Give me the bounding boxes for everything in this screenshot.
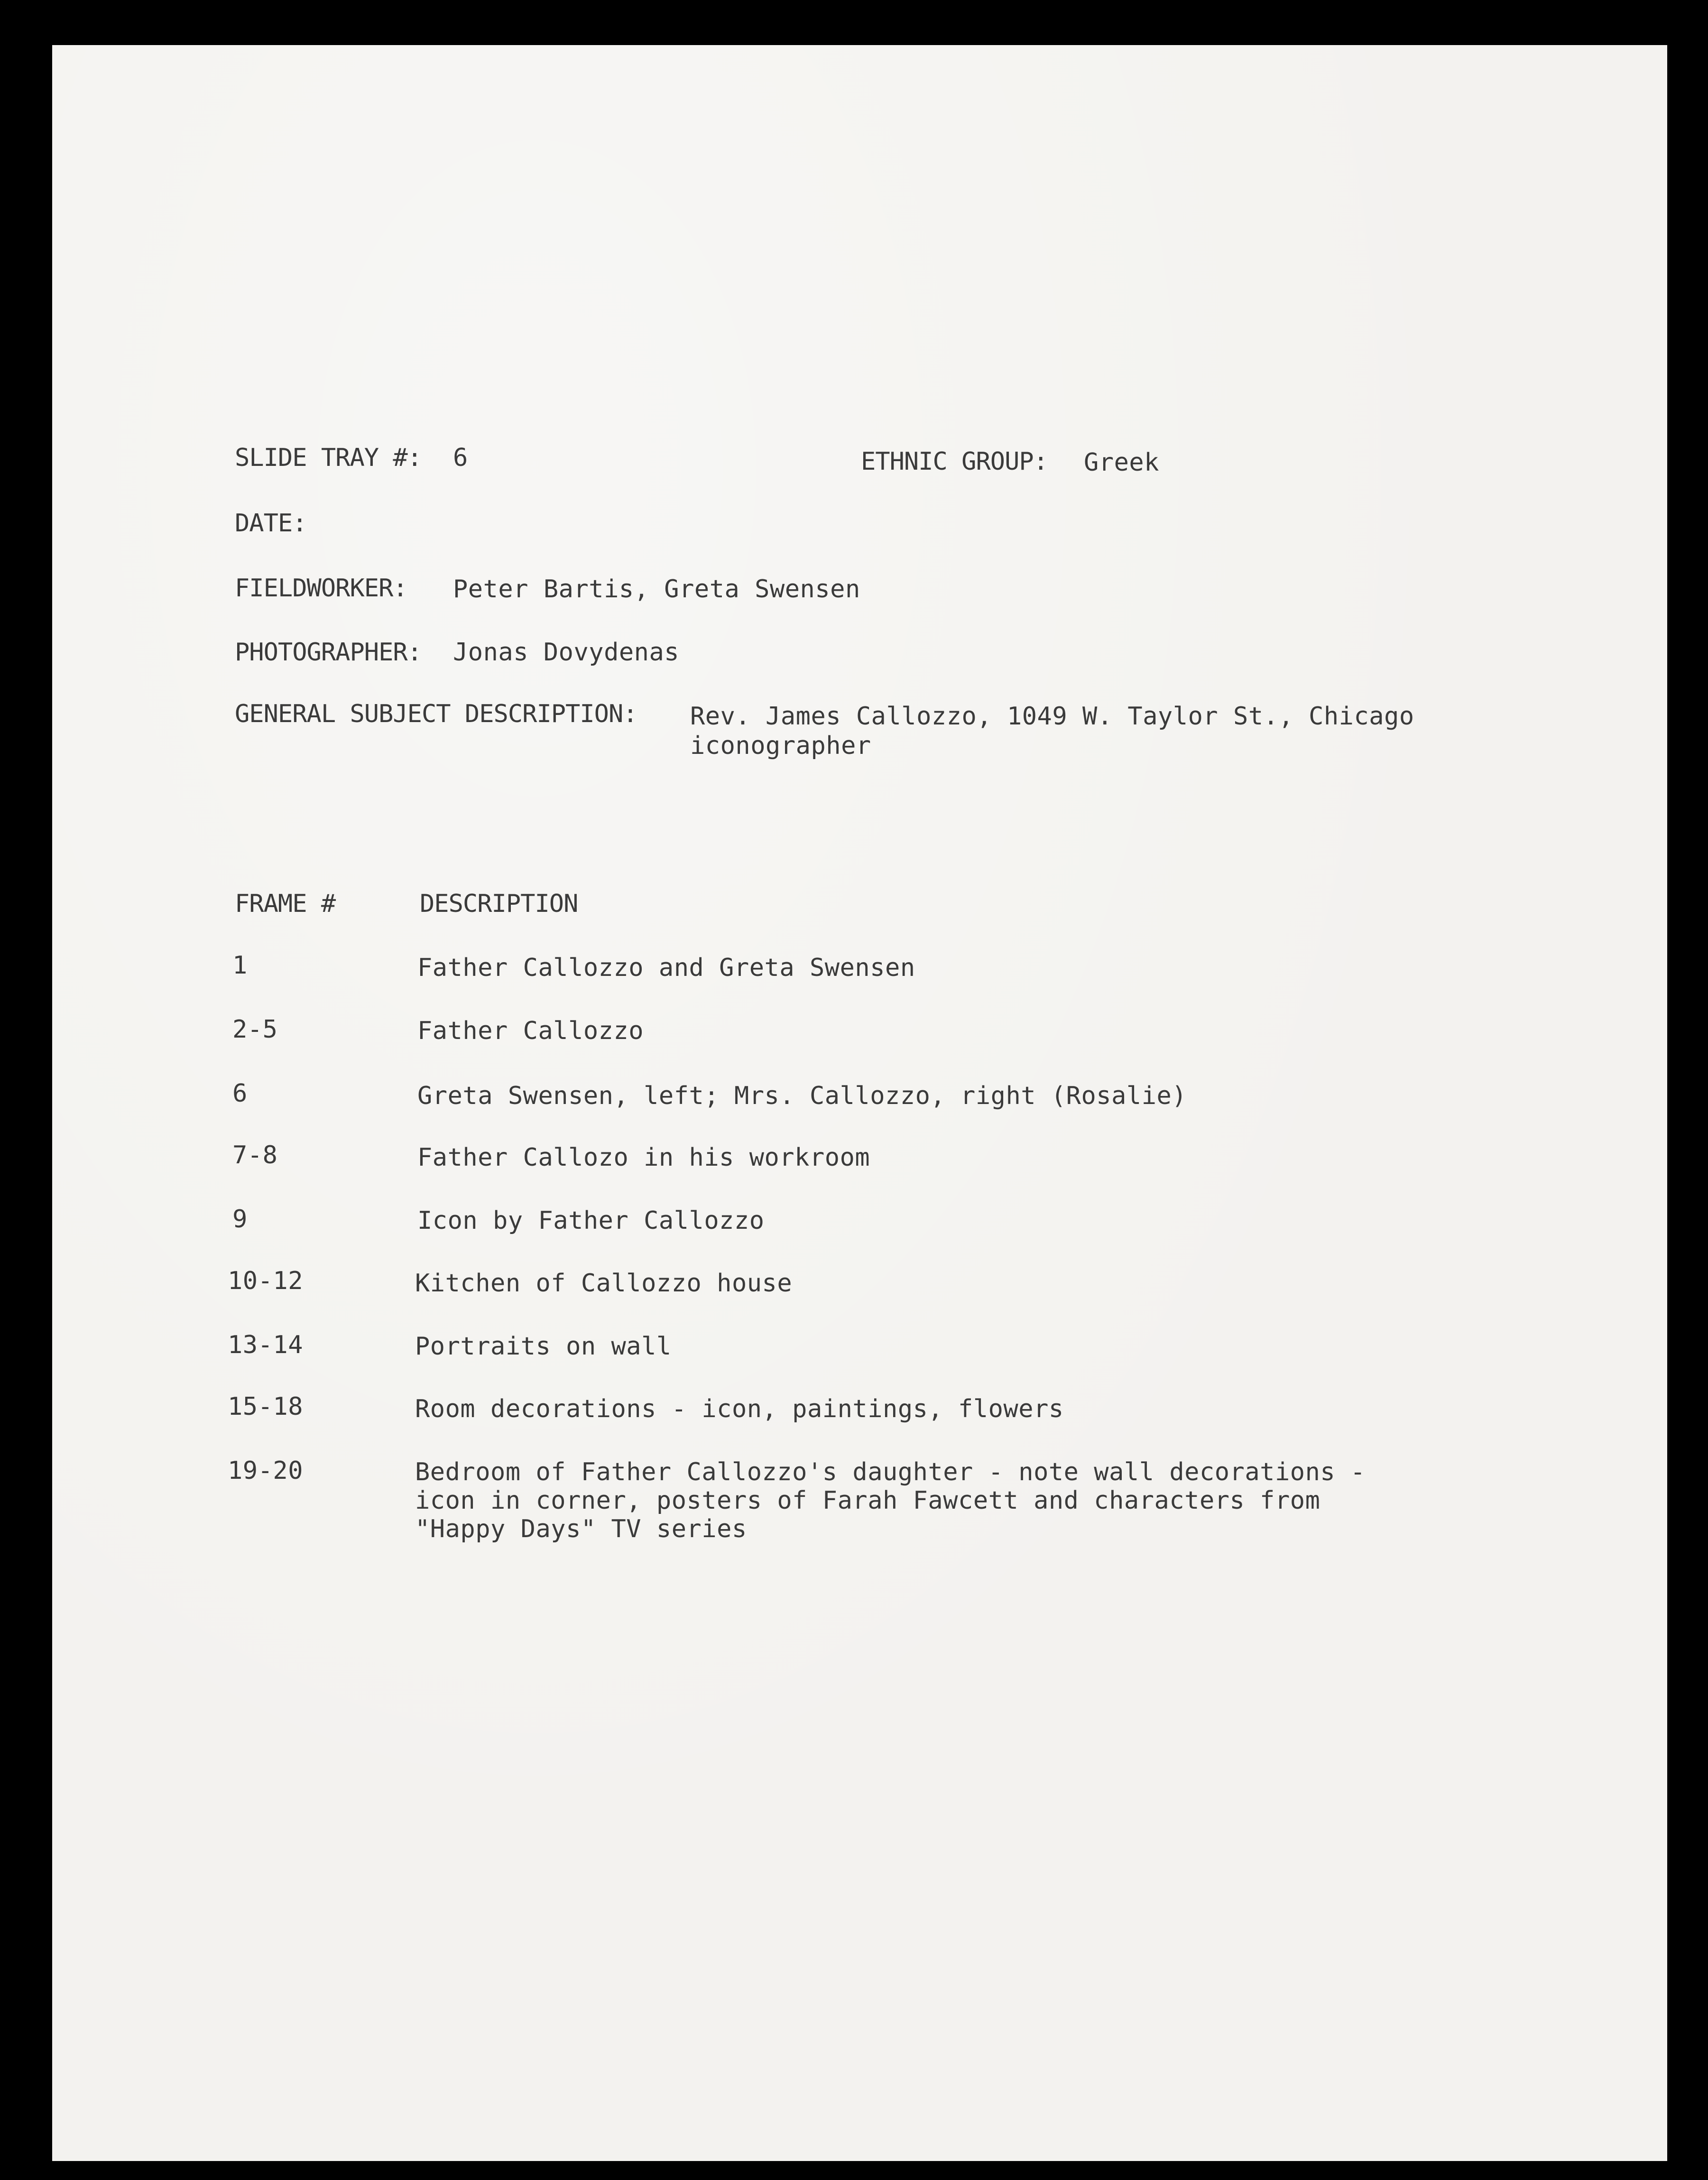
photographer-value: Jonas Dovydenas: [453, 638, 680, 667]
frame-description: Portraits on wall: [415, 1332, 672, 1361]
frame-number: 6: [232, 1079, 248, 1108]
frame-number: 15-18: [228, 1392, 304, 1421]
frame-description: "Happy Days" TV series: [415, 1515, 747, 1543]
photographer-label: PHOTOGRAPHER:: [235, 638, 422, 667]
document-page: [52, 45, 1667, 2161]
frame-description: Father Callozzo and Greta Swensen: [417, 954, 915, 982]
fieldworker-value: Peter Bartis, Greta Swensen: [453, 575, 860, 603]
frame-number: 13-14: [228, 1331, 304, 1359]
frame-description: Father Callozzo: [417, 1017, 644, 1045]
subject-line-1: Rev. James Callozzo, 1049 W. Taylor St., Chicago: [690, 702, 1414, 731]
date-label: DATE:: [235, 509, 307, 538]
frame-description: Greta Swensen, left; Mrs. Callozzo, right (Rosalie): [417, 1082, 1187, 1110]
frame-description: Kitchen of Callozzo house: [415, 1269, 793, 1298]
frame-number: 1: [232, 951, 248, 980]
frame-number: 9: [232, 1205, 248, 1234]
frame-number: 19-20: [228, 1456, 304, 1485]
frame-number: 7-8: [232, 1141, 278, 1169]
subject-line-2: iconographer: [690, 732, 871, 760]
slide-tray-value: 6: [453, 444, 468, 472]
frame-description: Room decorations - icon, paintings, flowers: [415, 1395, 1064, 1423]
ethnic-group-label: ETHNIC GROUP:: [861, 447, 1048, 476]
fieldworker-label: FIELDWORKER:: [235, 574, 407, 603]
frame-description: icon in corner, posters of Farah Fawcett and characters from: [415, 1486, 1320, 1515]
frame-number: 2-5: [232, 1015, 278, 1044]
frame-description: Father Callozo in his workroom: [417, 1143, 870, 1172]
subject-label: GENERAL SUBJECT DESCRIPTION:: [235, 700, 637, 728]
frame-column-header: FRAME #: [235, 890, 336, 918]
frame-description: Bedroom of Father Callozzo's daughter - note wall decorations -: [415, 1458, 1366, 1486]
slide-tray-label: SLIDE TRAY #:: [235, 444, 422, 472]
description-column-header: DESCRIPTION: [420, 890, 578, 918]
frame-description: Icon by Father Callozzo: [417, 1206, 765, 1235]
ethnic-group-value: Greek: [1084, 448, 1160, 477]
frame-number: 10-12: [228, 1267, 304, 1295]
